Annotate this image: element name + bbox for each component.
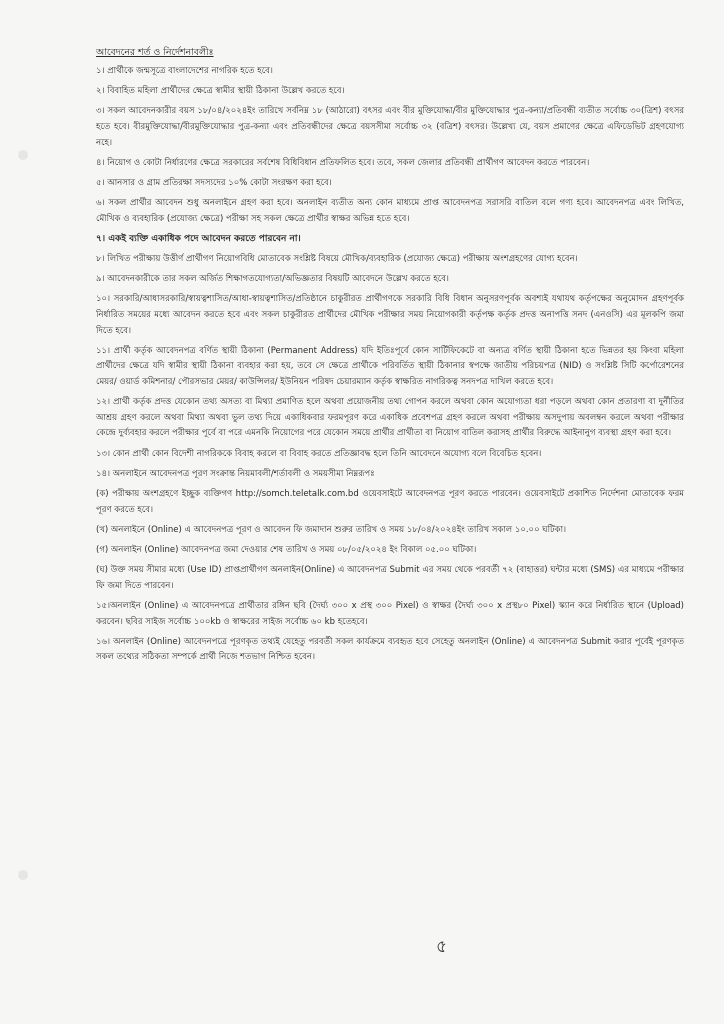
clause-5: ৫। আনসার ও গ্রাম প্রতিরক্ষা সদস্যদের ১০% কোটা সংরক্ষণ করা হবে। [96, 177, 332, 188]
clause-9: ৯। আবেদনকারীকে তার সকল অর্জিত শিক্ষাগতযোগ্যতা/অভিজ্ঞতার বিষয়টি আবেদনে উল্লেখ করতে হবে। [96, 274, 449, 285]
clause-2: ২। বিবাহিত মহিলা প্রার্থীদের ক্ষেত্রে স্বামীর স্থায়ী ঠিকানা উল্লেখ করতে হবে। [96, 86, 345, 97]
clause-15: ১৫।অনলাইন (Online) এ আবেদনপত্রে প্রার্থীতার রঙ্গিন ছবি (দৈর্ঘ্য ৩০০ x প্রস্থ ৩০০ Pixel) ও স্বাক্ষর (দৈর্ঘ্য ৩০০ x প্রস্থ৮০ Pixel) স্ক্যান করে নির্ধারিত স্থানে (Upload) করবেন। ছবির সাইজ সর্বোচ্চ ১০০kb ও স্বাক্ষরের সাইজ সর্বোচ্চ ৬০ kb হতেহবে। [96, 600, 684, 627]
clause-14-gha: (ঘ) উক্ত সময় সীমার মধ্যে (Use ID) প্রাপ্তপ্রার্থীগণ অনলাইন(Online) এ আবেদনপত্র Submit এর সময় থেকে পরবর্তী ৭২ (বাহাত্তর) ঘন্টার মধ্যে (SMS) এর মাধ্যমে পরীক্ষার ফি জমা দিতে পারবেন। [96, 565, 684, 591]
clause-3: ৩। সকল আবেদনকারীর বয়স ১৮/০৪/২০২৪ইং তারিখে সর্বনিম্ন ১৮ (আঠারো) বৎসর এবং বীর মুক্তিযোদ্ধা/বীর মুক্তিযোদ্ধার পুত্র-কন্যা/প্রতিবন্ধী ব্যতীত সর্বোচ্চ ৩০(ত্রিশ) বৎসর হতে হবে। বীরমুক্তিযোদ্ধা/বীরমুক্তিযোদ্ধার পুত্র-কন্যা এবং প্রতিবন্ধীদের ক্ষেত্রে বয়সসীমা সর্বোচ্চ ৩২ (বত্রিশ) বৎসর। উল্লেখ্য যে, বয়স প্রমাণের ক্ষেত্রে এফিডেভিট গ্রহণযোগ্য নহে। [96, 106, 684, 148]
clause-14-ka: (ক) পরীক্ষায় অংশগ্রহণে ইচ্ছুক ব্যক্তিগণ http://somch.teletalk.com.bd ওয়েবসাইটে আবেদনপত্র পূরণ করতে পারবেন। ওয়েবসাইটে প্রকাশিত নির্দেশনা মোতাবেক ফরম পূরণ করতে হবে। [96, 488, 684, 515]
clause-13: ১৩। কোন প্রার্থী কোন বিদেশী নাগরিককে বিবাহ করলে বা বিবাহ করতে প্রতিজ্ঞাবদ্ধ হলে তিনি আবেদনে অযোগ্য বলে বিবেচিত হবেন। [96, 448, 542, 459]
clause-16: ১৬। অনলাইন (Online) আবেদনপত্রে পূরণকৃত তথ্যই যেহেতু পরবর্তী সকল কার্যক্রমে ব্যবহৃত হবে সেহেতু অনলাইন (Online) এ আবেদনপত্র Submit করার পূর্বেই পূরণকৃত সকল তথ্যের সঠিকতা সম্পর্কে প্রার্থী নিজে শতভাগ নিশ্চিত হবেন। [96, 636, 684, 663]
page-number: ৫ [436, 937, 448, 957]
clause-11: ১১। প্রার্থী কর্তৃক আবেদনপত্র বর্ণিত স্থায়ী ঠিকানা (Permanent Address) যদি ইতিঃপূর্বে কোন সার্টিফিকেটে বা অন্যত্র বর্ণিত স্থায়ী ঠিকানা হতে ভিন্নতর হয় কিংবা মহিলা প্রার্থীদের ক্ষেত্রে যদি স্বামীর স্থায়ী ঠিকানা ব্যবহার করা হয়, তবে সে ক্ষেত্রে প্রার্থীকে পরিবর্তিত স্থায়ী ঠিকানার স্বপক্ষে জাতীয় পরিচয়পত্র (NID) ও সংশ্লিষ্ট সিটি কর্পোরেশনের মেয়র/ ওয়ার্ড কমিশনার/ পৌরসভার মেয়র/ কাউন্সিলর/ ইউনিয়ন পরিষদ চেয়ারম্যান কর্তৃক স্বাক্ষরিত নাগরিকত্ব সনদপত্র দাখিল করতে হবে। [96, 345, 684, 388]
clause-10: ১০। সরকারি/আধাসরকারি/স্বায়ত্বশাসিত/আধা-স্বায়ত্বশাসিত/প্রতিষ্ঠানে চাকুরীরত প্রার্থীগণকে সরকারি বিধি বিধান অনুসরণপূর্বক অবশ্যই যথাযথ কর্তৃপক্ষের অনুমোদন গ্রহণপূর্বক নির্ধারিত সময়ের মধ্যে আবেদন করতে হবে এবং সকল চাকুরীরত প্রার্থীদের মৌখিক পরীক্ষার সময় নিয়োগকারী কর্তৃপক্ষ কর্তৃক প্রদত্ত অনাপত্তি সনদ (এনওসি) এর মূলকপি জমা দিতে হবে। [96, 294, 684, 336]
clause-14-kha: (খ) অনলাইনে (Online) এ আবেদনপত্র পূরণ ও আবেদন ফি জমাদান শুরুর তারিখ ও সময় ১৮/০৪/২০২৪ইং তারিখ সকাল ১০.০০ ঘটিকা। [96, 524, 567, 535]
clause-7: ৭। একই ব্যক্তি একাধিক পদে আবেদন করতে পারবেন না। [96, 233, 301, 244]
clause-14: ১৪। অনলাইনে আবেদনপত্র পূরণ সংক্রান্ত নিয়মাবলী/শর্তাবলী ও সময়সীমা নিম্নরূপঃ [96, 468, 375, 479]
clause-6: ৬। সকল প্রার্থীর আবেদন শুধু অনলাইনে গ্রহণ করা হবে। অনলাইন ব্যতীত অন্য কোন মাধ্যমে প্রাপ্ত আবেদনপত্র সরাসরি বাতিল বলে গণ্য হবে। আবেদনপত্র এবং লিখিত, মৌখিক ও ব্যবহারিক (প্রযোজ্য ক্ষেত্রে) পরীক্ষা সহ সকল ক্ষেত্রে প্রার্থীর স্বাক্ষর অভিন্ন হতে হবে। [96, 198, 684, 224]
section-heading: আবেদনের শর্ত ও নির্দেশনাবলীঃ [96, 47, 214, 58]
clause-12: ১২। প্রার্থী কর্তৃক প্রদত্ত যেকোন তথ্য অসত্য বা মিথ্যা প্রমাণিত হলে অথবা প্রয়োজনীয় তথ্য গোপন করলে অথবা কোন অযোগ্যতা ধরা পড়লে অথবা কোন প্রতারণা বা দুর্নীতির আশ্রয় গ্রহণ করলে অথবা মিথ্যা অথবা ভুল তথ্য দিয়ে একাধিকবার ফরমপূরণ করে একাধিক প্রবেশপত্র গ্রহণ করলে অথবা পরীক্ষায় অসদুপায় অবলম্বন করলে অথবা পরীক্ষার কেন্দ্রে দুর্ব্যবহার করলে পরীক্ষার পূর্বে বা পরে এমনকি নিয়োগের পরে যেকোন সময়ে প্রার্থীর প্রার্থীতা বা নিয়োগ বাতিল করাসহ প্রার্থীর বিরুদ্ধে আইনানুগ ব্যবস্থা গ্রহণ করা হবে। [96, 397, 684, 439]
punch-hole [18, 870, 28, 880]
clause-8: ৮। লিখিত পরীক্ষায় উত্তীর্ণ প্রার্থীগণ নিয়োগবিধি মোতাবেক সংশ্লিষ্ট বিষয়ে মৌখিক/ব্যবহারিক (প্রযোজ্য ক্ষেত্রে) পরীক্ষায় অংশগ্রহণের যোগ্য হবেন। [96, 254, 578, 265]
clause-1: ১। প্রার্থীকে জন্মসূত্রে বাংলাদেশের নাগরিক হতে হবে। [96, 66, 273, 76]
clause-4: ৪। নিয়োগ ও কোটা নির্ধারণের ক্ষেত্রে সরকারের সর্বশেষ বিধিবিধান প্রতিফলিত হবে। তবে, সকল জেলার প্রতিবন্ধী প্রার্থীগণ আবেদন করতে পারবেন। [96, 157, 590, 168]
punch-hole [18, 150, 28, 160]
clause-14-ga: (গ) অনলাইন (Online) আবেদনপত্র জমা দেওয়ার শেষ তারিখ ও সময় ০৮/০৫/২০২৪ ইং বিকাল ০৫.০০ ঘটিকা। [96, 544, 477, 555]
